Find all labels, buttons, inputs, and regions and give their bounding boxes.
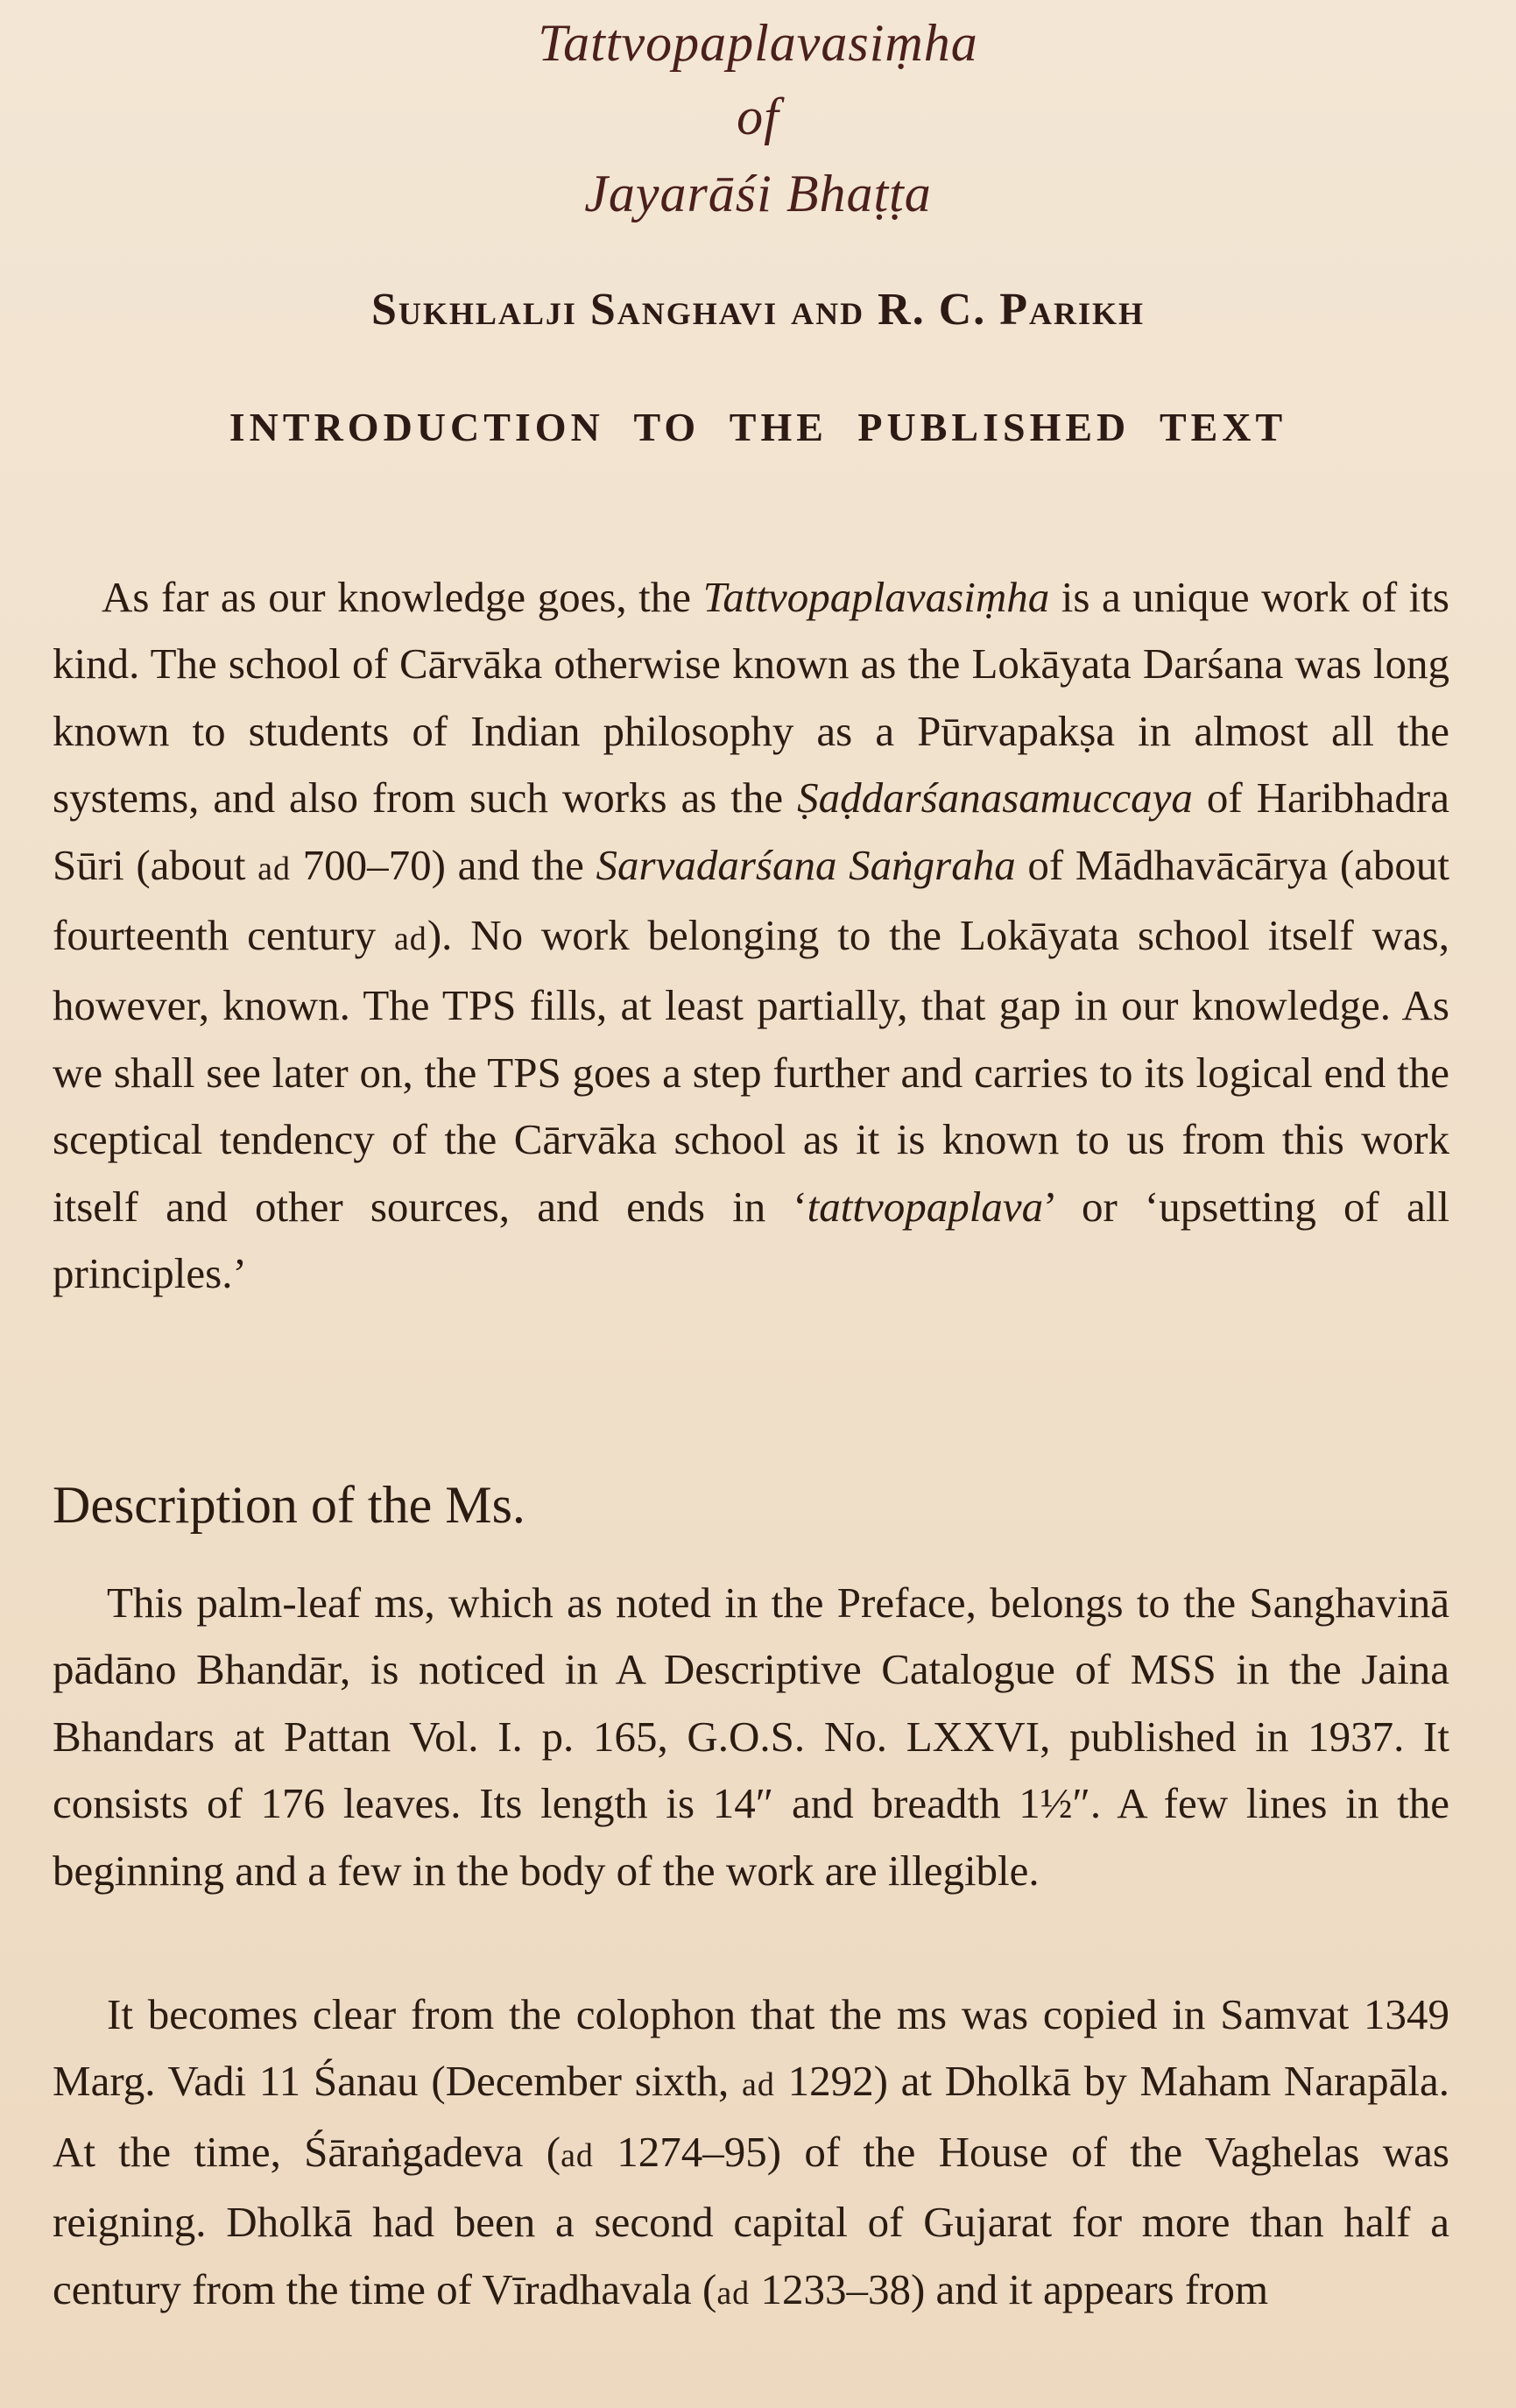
title-connector: of — [737, 88, 779, 145]
era-abbreviation: ad — [742, 2066, 775, 2104]
text-run: 1292) at Dholkā by Maham Narapāla. At the time, Śāraṅgadeva ( — [53, 2057, 1449, 2176]
text-run: 1233–38) and it appears from — [750, 2264, 1269, 2313]
era-abbreviation: ad — [393, 921, 427, 958]
work-author: Jayarāśi Bhaṭṭa — [584, 165, 932, 222]
era-abbreviation: ad — [257, 850, 292, 887]
text-run: 700–70) and the — [291, 840, 596, 889]
italic-title: Ṣaḍdarśanasamuccaya — [797, 773, 1193, 823]
intro-paragraph — [53, 564, 1449, 1307]
italic-title: Sarvadarśana Saṅgraha — [596, 840, 1016, 889]
text-run: ). No work belonging to the Lokāyata school itself was, however, known. The TPS fills, at least partially, that gap in our knowledge. As we shall see later on, the TPS goes a step further and carries to its logical end the sceptical tendency of the Cārvāka school as it is known to us from this work itself and other sources, and ends in ‘ — [53, 911, 1449, 1231]
editors-byline: Sukhlalji Sanghavi and R. C. Parikh — [370, 285, 1146, 335]
description-paragraph: This palm-leaf ms, which as noted in the Preface, belongs to the Sanghavinā pādāno Bhandār, is noticed in A Descriptive Catalogue of MSS in the Jaina Bhandars at Pattan Vol. I. p. 165, G.O.S. No. LXXVI, published in 1937. It consists of 176 leaves. Its length is 14″ and breadth 1½″. A few lines in the beginning and a few in the body of the work are illegible. — [53, 1578, 1449, 1895]
italic-title: Tattvopaplavasiṃha — [702, 573, 1050, 621]
text-run: is a unique work of its kind. The school of Cārvāka otherwise known as the Lokāyata Darśana was long known to students of Indian philosophy as a Pūrvapakṣa in almost all the systems, and also from such works as the — [53, 573, 1449, 823]
text-run: 1274–95) of the House of the Vaghelas was reigning. Dholkā had been a second capital of Gujarat for more than half a century from the time of Vīradhavala ( — [53, 2127, 1449, 2313]
description-heading: Description of the Ms. — [53, 1476, 525, 1534]
text-run: It becomes clear from the colophon that the ms was copied in Samvat 1349 Marg. Vadi 11 Śanau (December sixth, — [53, 1990, 1449, 2106]
text-run: As far as our knowledge goes, the — [102, 573, 703, 621]
text-run: ’ or ‘upsetting of all principles.’ — [53, 1182, 1449, 1298]
era-abbreviation: ad — [561, 2136, 594, 2174]
work-title: Tattvopaplavasiṃha — [538, 14, 978, 72]
italic-term: tattvopaplava — [807, 1182, 1044, 1231]
section-heading: INTRODUCTION TO THE PUBLISHED TEXT — [229, 405, 1287, 449]
text-run: of Haribhadra Sūri (about — [53, 773, 1449, 889]
text-run: of Mādhavācārya (about fourteenth century — [53, 840, 1449, 960]
era-abbreviation: ad — [716, 2274, 751, 2312]
colophon-paragraph — [53, 1981, 1449, 2327]
